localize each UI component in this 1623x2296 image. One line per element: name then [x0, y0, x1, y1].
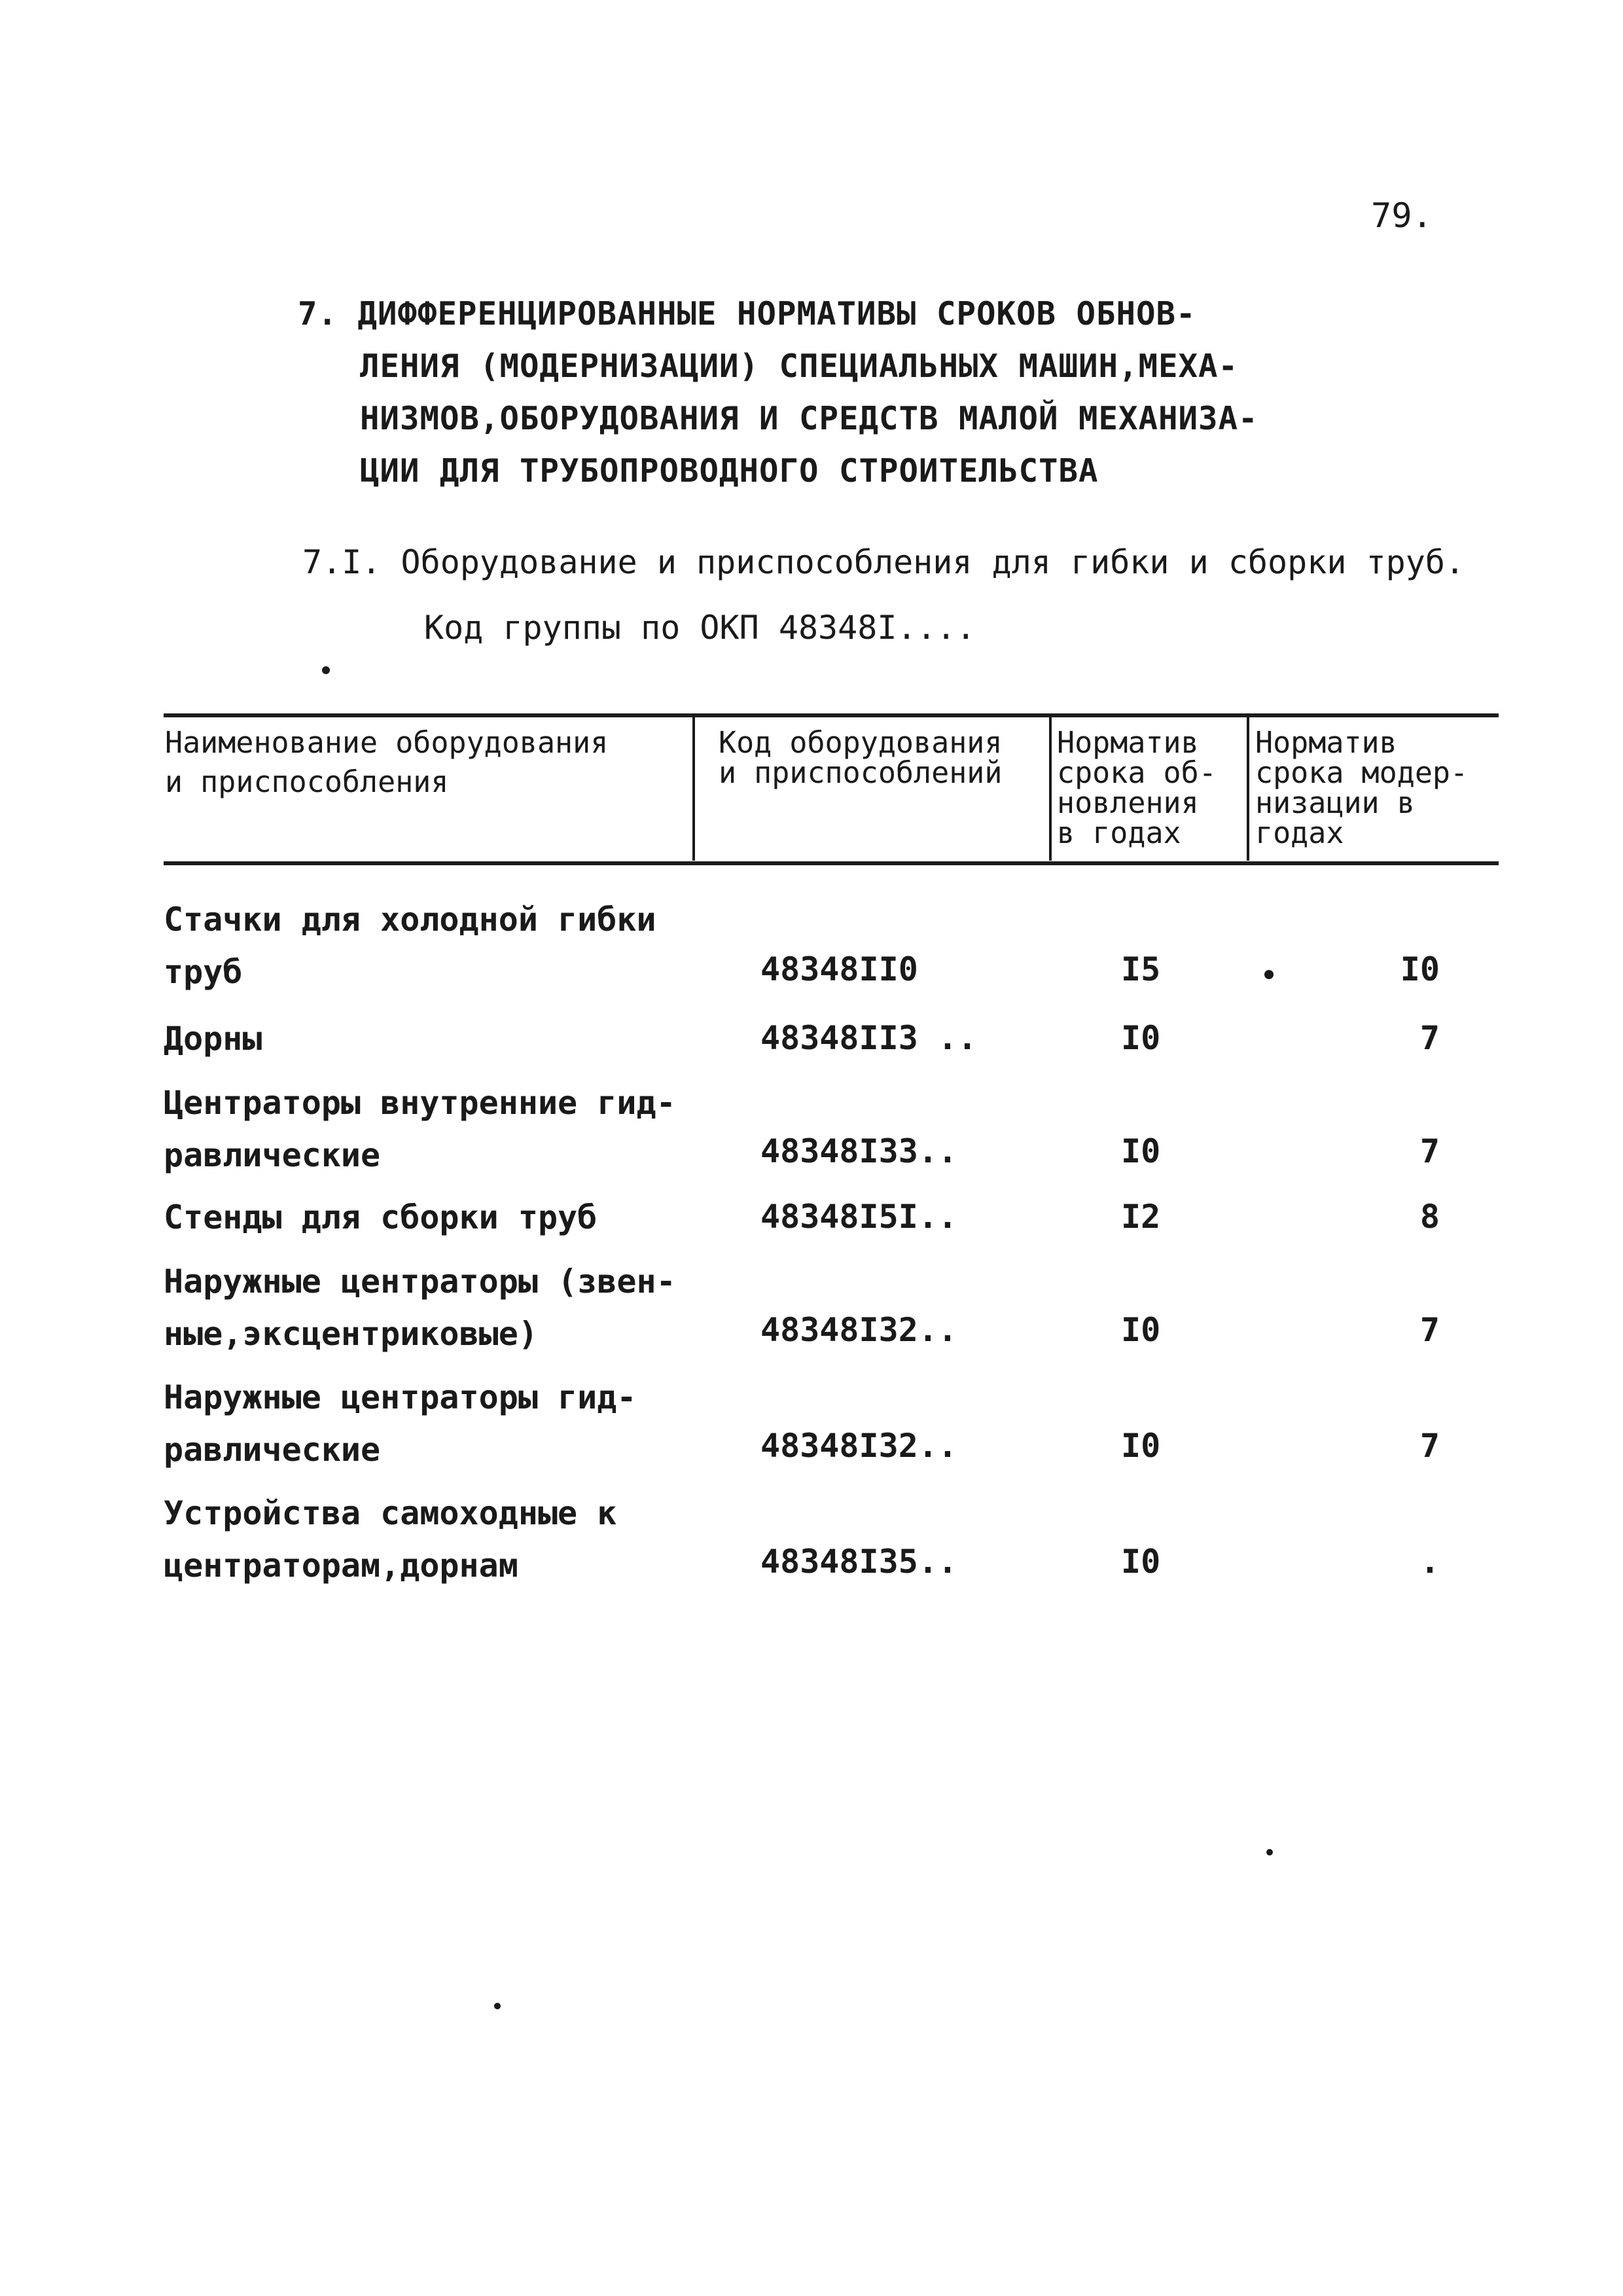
table-row-name: Стенды для сборки труб — [164, 1198, 597, 1236]
table-row-code: 48348I5I.. — [760, 1198, 958, 1236]
heading-line-4: ЦИИ ДЛЯ ТРУБОПРОВОДНОГО СТРОИТЕЛЬСТВА — [360, 452, 1099, 490]
table-row-modernization: 7 — [1419, 1019, 1440, 1057]
table-top-rule — [164, 713, 1499, 717]
table-row-name: Дорны — [164, 1020, 262, 1058]
scan-speck — [322, 666, 330, 674]
scan-speck — [1264, 970, 1274, 979]
table-row-modernization: I0 — [1400, 950, 1440, 988]
column-divider — [1247, 715, 1249, 861]
group-code: Код группы по ОКП 48348I.... — [424, 609, 976, 647]
section-heading — [298, 288, 1258, 497]
page-number: 79. — [1371, 196, 1433, 236]
table-row-code: 48348I35.. — [760, 1543, 958, 1581]
scan-speck — [1266, 1849, 1273, 1856]
header-code: Код оборудования и приспособлений — [719, 725, 1003, 790]
table-row-modernization: 7 — [1419, 1311, 1440, 1349]
table-row-name: Наружные центраторы гид- равлические — [164, 1378, 637, 1469]
table-row-code: 48348I33.. — [760, 1132, 958, 1170]
table-row-modernization: . — [1419, 1543, 1440, 1581]
table-row-renewal: I0 — [1121, 1543, 1161, 1581]
table-row-code: 48348II3 .. — [760, 1019, 978, 1057]
table-row-renewal: I0 — [1121, 1132, 1161, 1170]
heading-line-2: ЛЕНИЯ (МОДЕРНИЗАЦИИ) СПЕЦИАЛЬНЫХ МАШИН,МЕХА- — [360, 348, 1239, 385]
table-row-modernization: 7 — [1419, 1427, 1440, 1465]
column-divider — [1049, 715, 1052, 861]
table-row-code: 48348I32.. — [760, 1311, 958, 1349]
heading-line-1: ДИФФЕРЕНЦИРОВАННЫЕ НОРМАТИВЫ СРОКОВ ОБНОВ- — [357, 295, 1196, 332]
table-row-renewal: I0 — [1121, 1019, 1161, 1057]
section-number: 7. — [298, 295, 338, 332]
table-row-renewal: I2 — [1121, 1198, 1161, 1236]
scan-speck — [494, 2003, 501, 2009]
table-row-modernization: 7 — [1419, 1132, 1440, 1170]
table-row-code: 48348II0 — [760, 950, 918, 988]
header-name: Наименование оборудования и приспособления — [165, 725, 609, 799]
table-row-name: Стачки для холодной гибки труб — [164, 901, 656, 991]
table-header-rule — [164, 861, 1499, 865]
heading-line-3: НИЗМОВ,ОБОРУДОВАНИЯ И СРЕДСТВ МАЛОЙ МЕХАНИЗА- — [360, 400, 1258, 437]
table-row-name: Устройства самоходные к центраторам,дорнам — [164, 1494, 617, 1585]
table-row-renewal: I0 — [1121, 1311, 1161, 1349]
subsection-title: 7.I. Оборудование и приспособления для гибки и сборки труб. — [302, 543, 1465, 581]
table-row-code: 48348I32.. — [760, 1427, 958, 1465]
table-row-modernization: 8 — [1419, 1198, 1440, 1236]
table-row-name: Центраторы внутренние гид- равлические — [164, 1084, 676, 1174]
table-row-renewal: I5 — [1121, 950, 1161, 988]
table-row-renewal: I0 — [1121, 1427, 1161, 1465]
header-renewal: Норматив срока об- новления в годах — [1057, 725, 1217, 850]
table-row-name: Наружные центраторы (звен- ные,эксцентриковые) — [164, 1263, 676, 1353]
column-divider — [692, 715, 695, 861]
header-modernization: Норматив срока модер- низации в годах — [1255, 725, 1469, 850]
